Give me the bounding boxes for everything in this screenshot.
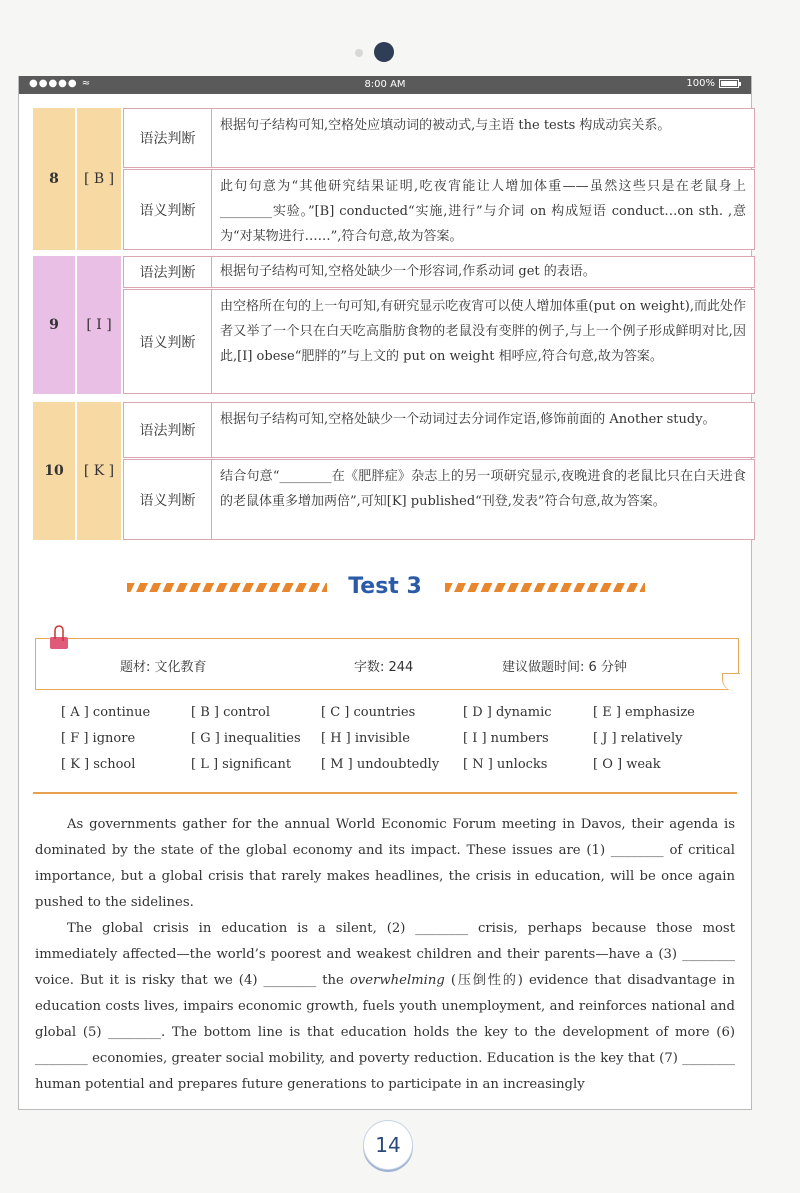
tablet-frame — [18, 76, 752, 1110]
row-label: 语义判断 — [124, 170, 212, 249]
question-number: 10 — [33, 402, 75, 540]
row-label: 语法判断 — [124, 403, 212, 457]
answer-block-8 — [33, 108, 755, 250]
title-stripe-right — [445, 583, 645, 592]
row-label: 语义判断 — [124, 460, 212, 539]
grammar-row — [123, 402, 755, 458]
battery-indicator — [686, 78, 739, 89]
semantic-row — [123, 169, 755, 250]
time-label: 建议做题时间: 6 分钟 — [502, 660, 627, 675]
option-item: [ F ] ignore — [61, 731, 136, 746]
row-text: 根据句子结构可知,空格处缺少一个形容词,作系动词 get 的表语。 — [220, 264, 596, 279]
page-dot-active — [374, 42, 394, 62]
section-divider — [33, 792, 737, 794]
status-time: 8:00 AM — [364, 79, 406, 90]
row-label: 语义判断 — [124, 290, 212, 393]
battery-percent: 100% — [686, 78, 715, 89]
reading-passage — [35, 812, 735, 1098]
row-label: 语法判断 — [124, 257, 212, 287]
grammar-row — [123, 108, 755, 168]
option-item: [ C ] countries — [321, 705, 416, 720]
option-item: [ I ] numbers — [463, 731, 549, 746]
passage-paragraph-2: The global crisis in education is a silent, (2) ________ crisis, perhaps because those most immediately affected—the world’s poorest and weakest children and their parents—have a (3) ________ voice. But it is risky that we (4) ________ the overwhelming (压倒性的) evidence that disadvantage in education costs lives, impairs economic growth, fuels youth unemployment, and reinforces national and global (5) ________. The bottom line is that education holds the key to the development of more (6) ________ economies, greater social mobility, and poverty reduction. Education is the key that (7) ________ human potential and prepares future generations to participate in an increasingly — [35, 921, 735, 1092]
option-item: [ E ] emphasize — [593, 705, 695, 720]
row-text: 根据句子结构可知,空格处应填动词的被动式,与主语 the tests 构成动宾关系。 — [220, 118, 671, 133]
option-item: [ A ] continue — [61, 705, 151, 720]
option-item: [ K ] school — [61, 757, 136, 772]
row-label: 语法判断 — [124, 109, 212, 167]
option-item: [ O ] weak — [593, 757, 661, 772]
question-number: 9 — [33, 256, 75, 394]
option-item: [ L ] significant — [191, 757, 292, 772]
page-fold — [722, 673, 740, 691]
option-item: [ H ] invisible — [321, 731, 410, 746]
row-text: 结合句意“________在《肥胖症》杂志上的另一项研究显示,夜晚进食的老鼠比只在白天进食的老鼠体重多增加两倍”,可知[K] published“刊登,发表”符合句意,故为答案。 — [220, 469, 746, 509]
paperclip-icon — [48, 625, 70, 651]
option-item: [ N ] unlocks — [463, 757, 548, 772]
option-item: [ M ] undoubtedly — [321, 757, 440, 772]
page-number: 14 — [363, 1120, 413, 1170]
info-box — [35, 638, 739, 690]
question-number: 8 — [33, 108, 75, 250]
semantic-row — [123, 289, 755, 394]
topic-label: 题材: 文化教育 — [120, 660, 207, 675]
option-item: [ G ] inequalities — [191, 731, 301, 746]
option-item: [ D ] dynamic — [463, 705, 552, 720]
option-item: [ J ] relatively — [593, 731, 683, 746]
semantic-row — [123, 459, 755, 540]
battery-icon — [719, 79, 739, 88]
option-item: [ B ] control — [191, 705, 270, 720]
answer-letter: [ I ] — [77, 256, 121, 394]
answer-letter: [ K ] — [77, 402, 121, 540]
passage-paragraph-1: As governments gather for the annual World Economic Forum meeting in Davos, their agenda is dominated by the state of the global economy and its impact. These issues are (1) ________ of critical importance, but a global crisis that rarely makes headlines, the crisis in education, will be once again pushed to the sidelines. — [35, 817, 735, 910]
answer-letter: [ B ] — [77, 108, 121, 250]
row-text: 根据句子结构可知,空格处缺少一个动词过去分词作定语,修饰前面的 Another study。 — [220, 412, 716, 427]
row-text: 由空格所在句的上一句可知,有研究显示吃夜宵可以使人增加体重(put on weight),而此处作者又举了一个只在白天吃高脂肪食物的老鼠没有变胖的例子,与上一个例子形成鲜明对比,因此,[I] obese“肥胖的”与上文的 put on weight 相呼应,符合句意,故为答案。 — [220, 299, 746, 364]
grammar-row — [123, 256, 755, 288]
page-dot-inactive — [355, 49, 363, 57]
word-count-label: 字数: 244 — [354, 660, 414, 675]
signal-icon: ●●●●● ≈ — [29, 78, 92, 89]
answer-block-9 — [33, 256, 755, 394]
row-text: 此句句意为“其他研究结果证明,吃夜宵能让人增加体重——虽然这些只是在老鼠身上________实验。”[B] conducted“实施,进行”与介词 on 构成短语 conduct…on sth. ,意为“对某物进行……”,符合句意,故为答案。 — [220, 179, 746, 244]
status-bar — [19, 76, 751, 94]
answer-block-10 — [33, 402, 755, 540]
test-title: Test 3 — [348, 574, 422, 599]
